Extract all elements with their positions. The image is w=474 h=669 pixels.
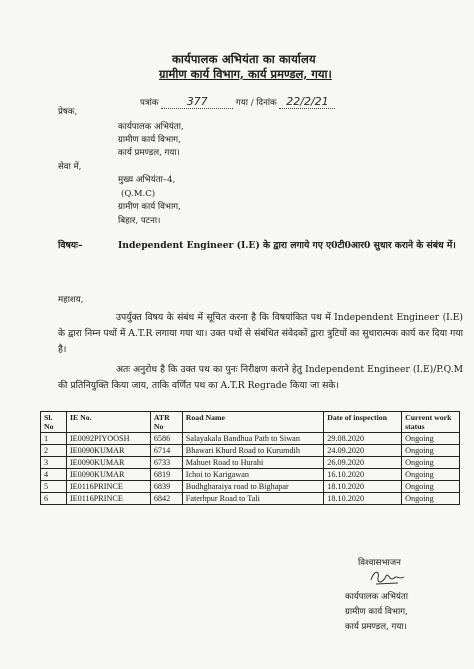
subject-text: Independent Engineer (I.E) के द्वारा लगाये गए ए0टी0आर0 सुधार कराने के संबंध में। bbox=[118, 240, 456, 251]
table-row bbox=[41, 469, 460, 481]
table-row bbox=[41, 445, 460, 457]
cell-status: Ongoing bbox=[402, 433, 460, 445]
cell-atr-no: 6586 bbox=[150, 433, 182, 445]
closing-block bbox=[345, 590, 408, 635]
subject-label: विषयः– bbox=[58, 240, 83, 251]
col-header-ie-no: IE No. bbox=[66, 412, 150, 433]
recipient-line: (Q.M.C) bbox=[121, 188, 156, 199]
cell-atr-no: 6842 bbox=[150, 493, 182, 505]
paragraph-2: अतः अनुरोध है कि उक्त पथ का पुनः निरीक्षण कराने हेतु Independent Engineer (I.E)/P.Q.M की प्रतिनियुक्ति किया जाय, ताकि वर्णित पथ का A.T.R Regrade किया जा सके। bbox=[58, 364, 463, 391]
closing-line: ग्रामीण कार्य विभाग, bbox=[345, 607, 408, 617]
sender-line: ग्रामीण कार्य विभाग, bbox=[118, 135, 181, 145]
table-row bbox=[41, 481, 460, 493]
office-title: कार्यपालक अभियंता का कार्यालय bbox=[172, 52, 316, 66]
sender-block bbox=[118, 121, 184, 160]
patrank-label: पत्रांक bbox=[140, 98, 159, 108]
cell-ie-no: IE0090KUMAR bbox=[66, 457, 150, 469]
cell-ie-no: IE0092PIYOOSH bbox=[66, 433, 150, 445]
cell-status: Ongoing bbox=[402, 457, 460, 469]
col-header-status: Current work status bbox=[402, 412, 460, 433]
table-row bbox=[41, 457, 460, 469]
cell-ie-no: IE0116PRINCE bbox=[66, 493, 150, 505]
cell-ie-no: IE0090KUMAR bbox=[66, 445, 150, 457]
atr-table bbox=[40, 411, 460, 505]
cell-sl: 6 bbox=[41, 493, 67, 505]
recipient-line: बिहार, पटना। bbox=[118, 215, 161, 226]
closing-line: कार्यपालक अभियंता bbox=[345, 592, 409, 602]
table-header-row bbox=[41, 412, 460, 433]
sender-line: कार्यपालक अभियंता, bbox=[118, 122, 184, 132]
col-header-date: Date of inspection bbox=[324, 412, 402, 433]
cell-sl: 1 bbox=[41, 433, 67, 445]
cell-atr-no: 6714 bbox=[150, 445, 182, 457]
recipient-line: मुख्य अभियंता–4, bbox=[118, 175, 176, 185]
cell-status: Ongoing bbox=[402, 481, 460, 493]
cell-road-name: Bhawari Khurd Road to Kurumdih bbox=[182, 445, 324, 457]
place-date-label: गया / दिनांक bbox=[235, 98, 277, 108]
cell-date: 29.08.2020 bbox=[324, 433, 402, 445]
cell-status: Ongoing bbox=[402, 493, 460, 505]
cell-status: Ongoing bbox=[402, 469, 460, 481]
cell-atr-no: 6733 bbox=[150, 457, 182, 469]
recipient-label: सेवा में, bbox=[58, 162, 82, 172]
signature-mark bbox=[368, 566, 408, 588]
recipient-line: ग्रामीण कार्य विभाग, bbox=[118, 202, 181, 212]
cell-ie-no: IE0090KUMAR bbox=[66, 469, 150, 481]
col-header-atr-no: ATR No bbox=[150, 412, 182, 433]
cell-road-name: Budhgharaiya road to Bighapar bbox=[182, 481, 324, 493]
sender-label: प्रेषक, bbox=[58, 107, 78, 117]
table-row bbox=[41, 433, 460, 445]
table-row bbox=[41, 493, 460, 505]
col-header-road-name: Road Name bbox=[182, 412, 324, 433]
col-header-sl: Sl. No bbox=[41, 412, 67, 433]
cell-sl: 5 bbox=[41, 481, 67, 493]
reference-line bbox=[140, 95, 335, 109]
date-value: 22/2/21 bbox=[279, 95, 335, 109]
closing-label: विश्वासभाजन bbox=[358, 558, 401, 568]
cell-road-name: Faterhpur Road to Tali bbox=[182, 493, 324, 505]
cell-status: Ongoing bbox=[402, 445, 460, 457]
recipient-block bbox=[118, 174, 181, 228]
cell-sl: 2 bbox=[41, 445, 67, 457]
cell-ie-no: IE0116PRINCE bbox=[66, 481, 150, 493]
cell-date: 18.10.2020 bbox=[324, 481, 402, 493]
cell-road-name: Mahuet Road to Hurahi bbox=[182, 457, 324, 469]
cell-date: 24.09.2020 bbox=[324, 445, 402, 457]
cell-road-name: Salayakala Bandhua Path to Siwan bbox=[182, 433, 324, 445]
sender-line: कार्य प्रमण्डल, गया। bbox=[118, 148, 180, 158]
cell-atr-no: 6819 bbox=[150, 469, 182, 481]
cell-sl: 4 bbox=[41, 469, 67, 481]
office-subtitle: ग्रामीण कार्य विभाग, कार्य प्रमण्डल, गया। bbox=[159, 67, 332, 81]
patrank-value: 377 bbox=[161, 95, 233, 109]
cell-date: 18.10.2020 bbox=[324, 493, 402, 505]
closing-line: कार्य प्रमण्डल, गया। bbox=[345, 622, 407, 632]
salutation: महाशय, bbox=[58, 295, 84, 305]
cell-atr-no: 6839 bbox=[150, 481, 182, 493]
cell-road-name: Ichoi to Karigawan bbox=[182, 469, 324, 481]
cell-date: 16.10.2020 bbox=[324, 469, 402, 481]
paragraph-1: उपर्युक्त विषय के संबंध में सूचित करना है कि विषयांकित पथ में Independent Engineer (I.E) के द्वारा निम्न पथों में A.T.R लगाया गया था। उक्त पथों से संबंधित संवेदकों द्वारा त्रुटियों का सुधारात्मक कार्य कर दिया गया है। bbox=[58, 312, 463, 355]
cell-sl: 3 bbox=[41, 457, 67, 469]
cell-date: 26.09.2020 bbox=[324, 457, 402, 469]
